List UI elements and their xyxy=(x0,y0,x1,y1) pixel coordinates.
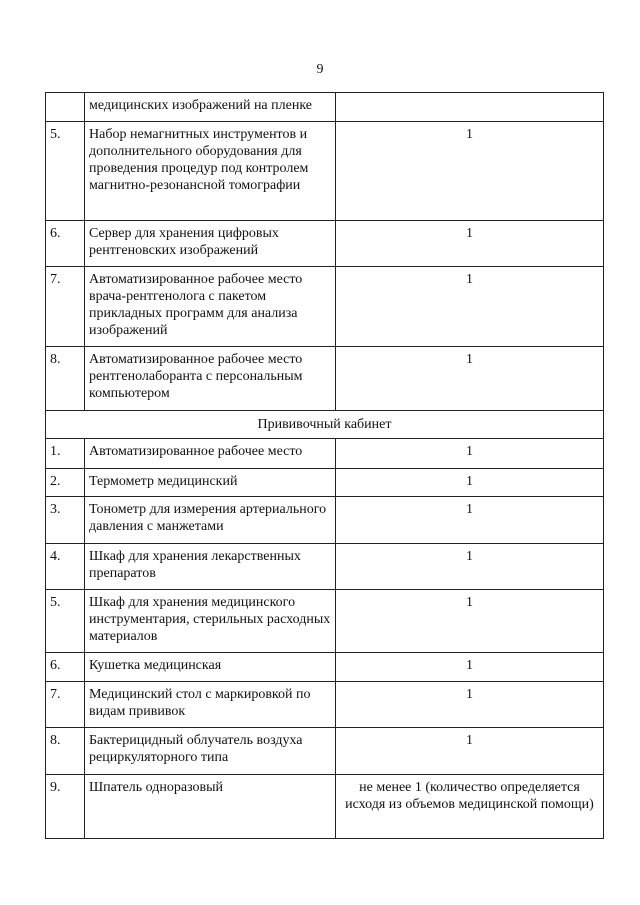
row-quantity: 1 xyxy=(336,221,604,267)
table-row xyxy=(46,775,604,839)
row-name: Тонометр для измерения артериального давления с манжетами xyxy=(85,497,336,544)
row-quantity: 1 xyxy=(336,122,604,221)
row-quantity: 1 xyxy=(336,590,604,653)
table-row xyxy=(46,544,604,590)
row-name: Автоматизированное рабочее место xyxy=(85,439,336,469)
row-quantity: 1 xyxy=(336,497,604,544)
row-quantity: 1 xyxy=(336,439,604,469)
row-quantity: 1 xyxy=(336,544,604,590)
row-number xyxy=(46,93,85,122)
row-name: медицинских изображений на пленке xyxy=(85,93,336,122)
row-name: Набор немагнитных инструментов и дополнительного оборудования для проведения процедур под контролем магнитно-резонансной томографии xyxy=(85,122,336,221)
row-number: 3. xyxy=(46,497,85,544)
equipment-table xyxy=(45,92,604,839)
row-name: Шкаф для хранения медицинского инструментария, стерильных расходных материалов xyxy=(85,590,336,653)
row-number: 6. xyxy=(46,653,85,682)
table-row xyxy=(46,653,604,682)
row-quantity: 1 xyxy=(336,267,604,347)
row-name: Автоматизированное рабочее место врача-рентгенолога с пакетом прикладных программ для анализа изображений xyxy=(85,267,336,347)
table-row xyxy=(46,221,604,267)
row-number: 8. xyxy=(46,347,85,411)
row-number: 9. xyxy=(46,775,85,839)
row-quantity: не менее 1 (количество определяется исходя из объемов медицинской помощи) xyxy=(336,775,604,839)
row-number: 8. xyxy=(46,728,85,775)
table-row xyxy=(46,122,604,221)
row-number: 5. xyxy=(46,590,85,653)
page-number: 9 xyxy=(316,62,324,77)
row-number: 6. xyxy=(46,221,85,267)
row-name: Медицинский стол с маркировкой по видам прививок xyxy=(85,682,336,728)
row-number: 2. xyxy=(46,469,85,497)
row-quantity: 1 xyxy=(336,469,604,497)
table-row xyxy=(46,469,604,497)
table-row xyxy=(46,267,604,347)
table-row xyxy=(46,682,604,728)
row-name: Автоматизированное рабочее место рентгенолаборанта с персональным компьютером xyxy=(85,347,336,411)
row-quantity: 1 xyxy=(336,728,604,775)
row-name: Кушетка медицинская xyxy=(85,653,336,682)
row-name: Термометр медицинский xyxy=(85,469,336,497)
table-row xyxy=(46,439,604,469)
row-name: Сервер для хранения цифровых рентгеновских изображений xyxy=(85,221,336,267)
section-title: Прививочный кабинет xyxy=(46,411,604,439)
row-number: 1. xyxy=(46,439,85,469)
row-name: Бактерицидный облучатель воздуха рециркуляторного типа xyxy=(85,728,336,775)
table-row xyxy=(46,728,604,775)
row-quantity: 1 xyxy=(336,682,604,728)
section-header-row xyxy=(46,411,604,439)
row-number: 7. xyxy=(46,682,85,728)
row-name: Шпатель одноразовый xyxy=(85,775,336,839)
row-number: 7. xyxy=(46,267,85,347)
row-quantity xyxy=(336,93,604,122)
row-name: Шкаф для хранения лекарственных препаратов xyxy=(85,544,336,590)
row-number: 4. xyxy=(46,544,85,590)
table-row xyxy=(46,497,604,544)
table-row xyxy=(46,347,604,411)
row-number: 5. xyxy=(46,122,85,221)
table-row xyxy=(46,93,604,122)
row-quantity: 1 xyxy=(336,347,604,411)
table-row xyxy=(46,590,604,653)
row-quantity: 1 xyxy=(336,653,604,682)
